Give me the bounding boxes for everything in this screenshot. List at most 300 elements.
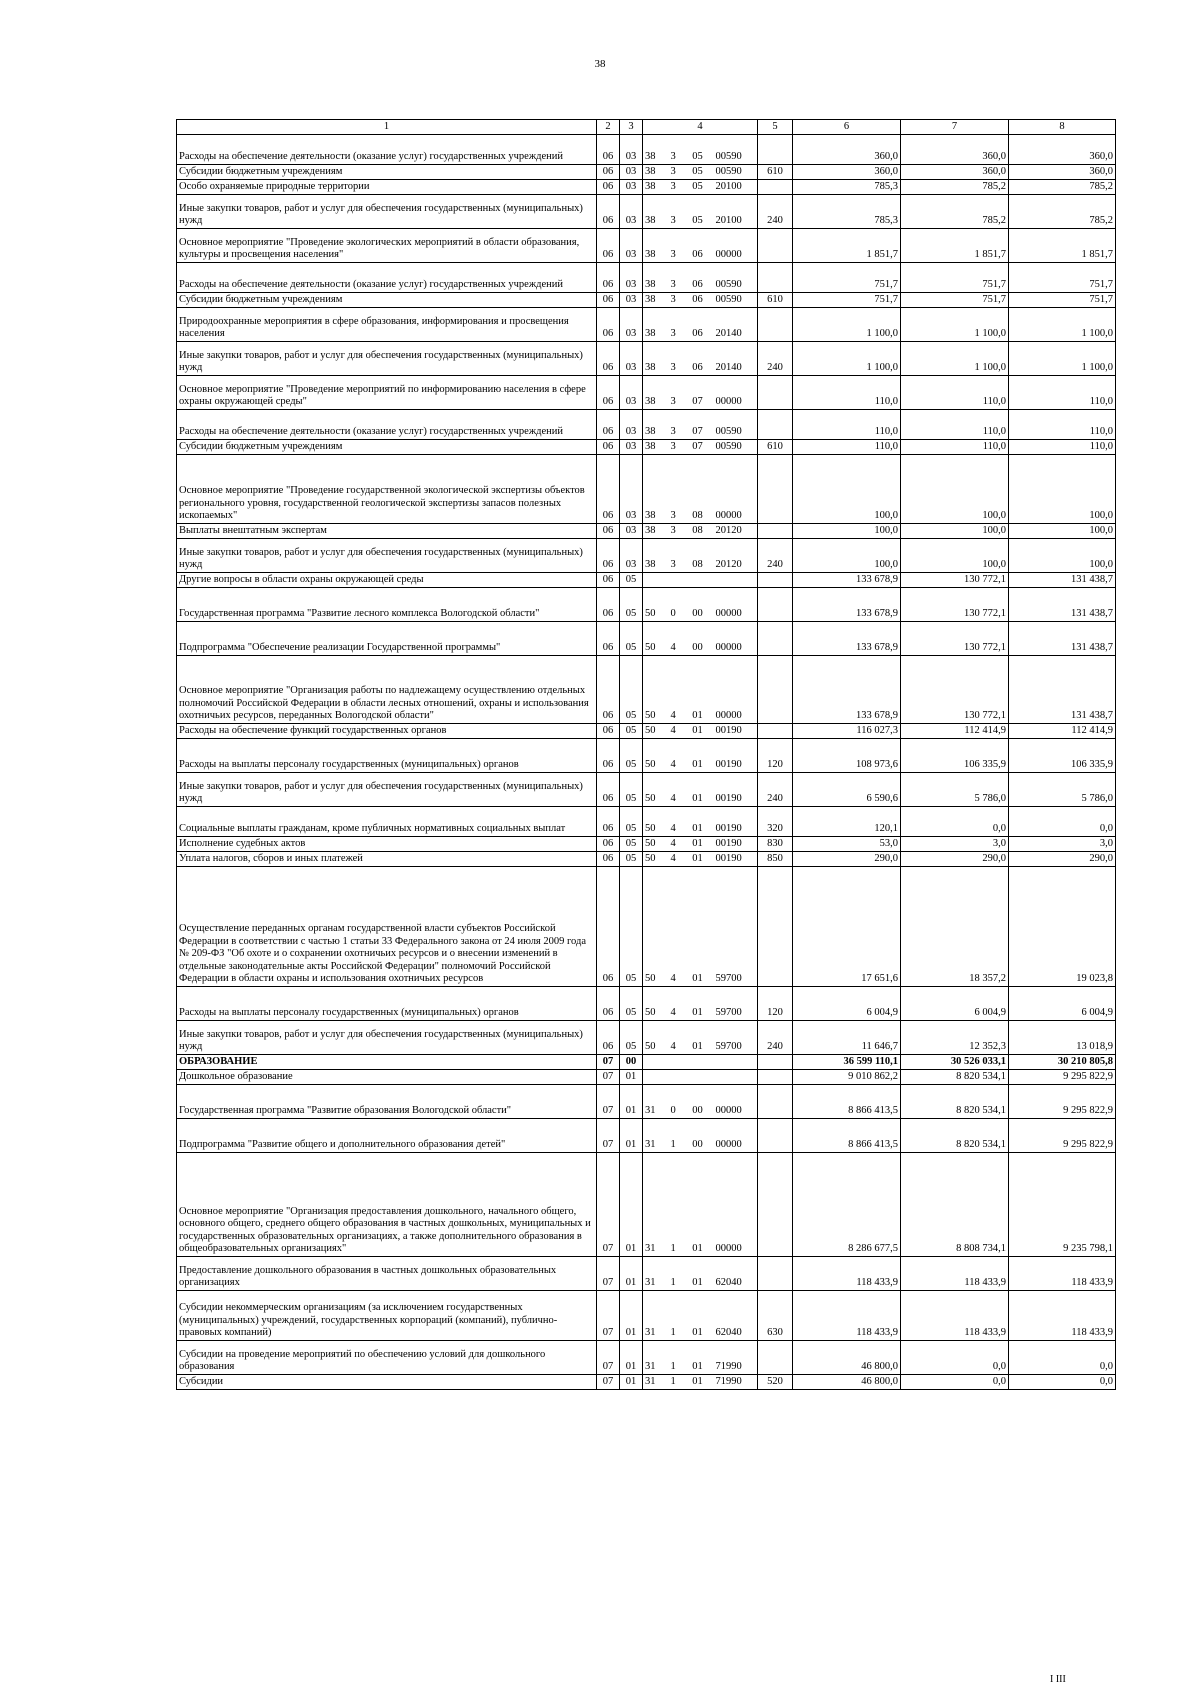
row-year-3: 290,0 [1009,852,1116,867]
row-expense-type [758,1085,793,1119]
row-year-1: 118 433,9 [793,1291,901,1341]
row-year-3: 110,0 [1009,440,1116,455]
table-row [177,622,1116,656]
table-row [177,867,1116,987]
row-podrazdel: 05 [620,573,643,588]
row-year-2: 110,0 [901,440,1009,455]
row-year-3: 751,7 [1009,263,1116,293]
row-year-1: 785,3 [793,180,901,195]
table-row [177,440,1116,455]
row-direction: 59700 [710,867,758,987]
row-subprogram: 1 [669,1153,686,1257]
table-row [177,724,1116,739]
row-year-3: 360,0 [1009,165,1116,180]
row-year-3: 131 438,7 [1009,656,1116,724]
row-razdel: 06 [597,807,620,837]
row-program: 38 [643,165,669,180]
row-subprogram: 3 [669,165,686,180]
row-program: 38 [643,440,669,455]
row-program: 38 [643,376,669,410]
header-col-5: 5 [758,120,793,135]
row-expense-type: 120 [758,987,793,1021]
row-year-3: 0,0 [1009,1341,1116,1375]
row-podrazdel: 05 [620,588,643,622]
row-year-2: 785,2 [901,195,1009,229]
row-direction: 59700 [710,1021,758,1055]
row-expense-type [758,135,793,165]
table-row [177,987,1116,1021]
table-row [177,852,1116,867]
row-program: 50 [643,807,669,837]
row-program: 31 [643,1341,669,1375]
row-year-2: 130 772,1 [901,622,1009,656]
table-row [177,293,1116,308]
table-row [177,410,1116,440]
row-year-2: 130 772,1 [901,588,1009,622]
table-row [177,1341,1116,1375]
row-expense-type [758,1257,793,1291]
row-razdel: 06 [597,410,620,440]
row-razdel: 06 [597,293,620,308]
table-row [177,308,1116,342]
row-event: 01 [686,724,710,739]
row-direction: 62040 [710,1257,758,1291]
row-podrazdel: 03 [620,539,643,573]
row-year-3: 110,0 [1009,376,1116,410]
row-direction: 00000 [710,588,758,622]
row-podrazdel: 03 [620,410,643,440]
row-year-1: 11 646,7 [793,1021,901,1055]
row-podrazdel: 03 [620,308,643,342]
row-year-2: 100,0 [901,455,1009,524]
row-year-2: 100,0 [901,539,1009,573]
row-direction [710,1070,758,1085]
row-expense-type: 630 [758,1291,793,1341]
row-year-1: 100,0 [793,524,901,539]
row-name: Расходы на обеспечение деятельности (оказание услуг) государственных учреждений [177,263,597,293]
row-direction: 71990 [710,1375,758,1390]
row-razdel: 06 [597,588,620,622]
row-program: 50 [643,852,669,867]
row-year-1: 133 678,9 [793,656,901,724]
row-direction: 00590 [710,165,758,180]
row-program: 50 [643,588,669,622]
header-col-8: 8 [1009,120,1116,135]
row-subprogram: 3 [669,342,686,376]
row-year-1: 100,0 [793,539,901,573]
row-event: 08 [686,539,710,573]
row-year-1: 133 678,9 [793,573,901,588]
row-podrazdel: 01 [620,1085,643,1119]
row-year-2: 751,7 [901,293,1009,308]
table-row [177,739,1116,773]
row-event: 01 [686,656,710,724]
row-year-3: 110,0 [1009,410,1116,440]
row-podrazdel: 03 [620,180,643,195]
table-row [177,1119,1116,1153]
row-name: Субсидии на проведение мероприятий по обеспечению условий для дошкольного образования [177,1341,597,1375]
row-program: 38 [643,524,669,539]
row-subprogram: 4 [669,987,686,1021]
row-event: 01 [686,1021,710,1055]
row-direction: 00000 [710,376,758,410]
row-direction [710,573,758,588]
row-event: 06 [686,342,710,376]
row-subprogram: 1 [669,1375,686,1390]
row-direction: 00590 [710,263,758,293]
row-event: 07 [686,410,710,440]
row-razdel: 07 [597,1055,620,1070]
row-event: 01 [686,1257,710,1291]
row-year-2: 290,0 [901,852,1009,867]
table-row [177,1291,1116,1341]
row-expense-type: 610 [758,440,793,455]
row-razdel: 06 [597,440,620,455]
row-razdel: 07 [597,1153,620,1257]
row-expense-type [758,1070,793,1085]
row-year-3: 360,0 [1009,135,1116,165]
row-year-2: 360,0 [901,135,1009,165]
row-year-2: 12 352,3 [901,1021,1009,1055]
row-expense-type [758,308,793,342]
row-name: Расходы на выплаты персоналу государственных (муниципальных) органов [177,987,597,1021]
row-year-2: 8 820 534,1 [901,1119,1009,1153]
row-direction: 20140 [710,308,758,342]
row-event: 01 [686,773,710,807]
table-row [177,588,1116,622]
row-year-1: 360,0 [793,165,901,180]
row-year-3: 751,7 [1009,293,1116,308]
table-row [177,773,1116,807]
row-podrazdel: 05 [620,739,643,773]
row-subprogram: 3 [669,229,686,263]
row-event: 05 [686,165,710,180]
row-podrazdel: 03 [620,263,643,293]
row-year-3: 100,0 [1009,524,1116,539]
row-year-1: 116 027,3 [793,724,901,739]
row-direction: 00000 [710,656,758,724]
row-podrazdel: 03 [620,455,643,524]
row-expense-type: 240 [758,195,793,229]
row-expense-type: 240 [758,773,793,807]
row-name: ОБРАЗОВАНИЕ [177,1055,597,1070]
row-year-2: 8 820 534,1 [901,1070,1009,1085]
row-year-1: 1 851,7 [793,229,901,263]
row-subprogram [669,1055,686,1070]
row-name: Исполнение судебных актов [177,837,597,852]
row-event [686,1070,710,1085]
row-event: 06 [686,308,710,342]
row-event: 01 [686,1291,710,1341]
row-name: Природоохранные мероприятия в сфере образования, информирования и просвещения населения [177,308,597,342]
table-row [177,263,1116,293]
row-name: Уплата налогов, сборов и иных платежей [177,852,597,867]
row-expense-type: 610 [758,293,793,308]
table-body [177,135,1116,1390]
row-year-2: 110,0 [901,410,1009,440]
row-podrazdel: 05 [620,622,643,656]
row-razdel: 07 [597,1085,620,1119]
row-year-2: 112 414,9 [901,724,1009,739]
row-subprogram: 3 [669,524,686,539]
row-year-1: 8 866 413,5 [793,1085,901,1119]
row-name: Расходы на обеспечение функций государственных органов [177,724,597,739]
row-year-1: 751,7 [793,263,901,293]
row-name: Основное мероприятие "Проведение государственной экологической экспертизы объектов регионального уровня, государственной геологической экспертизы запасов полезных ископаемых" [177,455,597,524]
row-year-2: 6 004,9 [901,987,1009,1021]
row-subprogram: 1 [669,1119,686,1153]
row-year-3: 131 438,7 [1009,588,1116,622]
row-year-1: 133 678,9 [793,588,901,622]
row-expense-type [758,1119,793,1153]
row-direction: 71990 [710,1341,758,1375]
row-podrazdel: 03 [620,342,643,376]
table-row [177,1055,1116,1070]
row-program: 38 [643,135,669,165]
row-year-2: 1 100,0 [901,342,1009,376]
row-name: Основное мероприятие "Организация предоставления дошкольного, начального общего, основного общего, среднего общего образования в частных дошкольных, муниципальных и государственных образовательных организациях, а также дополнительного образования в общеобразовательных организациях" [177,1153,597,1257]
table-row [177,229,1116,263]
row-year-2: 751,7 [901,263,1009,293]
row-expense-type: 830 [758,837,793,852]
row-subprogram: 3 [669,410,686,440]
row-year-2: 0,0 [901,1375,1009,1390]
row-direction: 00590 [710,410,758,440]
table-header-row [177,120,1116,135]
row-direction: 20120 [710,524,758,539]
row-direction: 00590 [710,440,758,455]
row-podrazdel: 03 [620,440,643,455]
row-podrazdel: 01 [620,1375,643,1390]
row-direction: 00190 [710,724,758,739]
row-program [643,573,669,588]
row-year-2: 8 808 734,1 [901,1153,1009,1257]
row-name: Основное мероприятие "Организация работы по надлежащему осуществлению отдельных полномочий Российской Федерации в области лесных отношений, охраны и использования охотничьих ресурсов, переданных Вологодской области" [177,656,597,724]
row-year-1: 46 800,0 [793,1341,901,1375]
row-podrazdel: 05 [620,837,643,852]
header-col-6: 6 [793,120,901,135]
row-name: Расходы на обеспечение деятельности (оказание услуг) государственных учреждений [177,135,597,165]
row-name: Иные закупки товаров, работ и услуг для обеспечения государственных (муниципальных) нужд [177,342,597,376]
row-subprogram: 3 [669,376,686,410]
row-podrazdel: 05 [620,867,643,987]
row-event: 07 [686,376,710,410]
row-year-3: 131 438,7 [1009,622,1116,656]
row-name: Подпрограмма "Развитие общего и дополнительного образования детей" [177,1119,597,1153]
table-row [177,1257,1116,1291]
row-expense-type [758,867,793,987]
row-year-3: 100,0 [1009,539,1116,573]
row-year-3: 9 295 822,9 [1009,1070,1116,1085]
row-subprogram: 4 [669,837,686,852]
row-subprogram: 3 [669,440,686,455]
row-program: 50 [643,867,669,987]
row-year-1: 110,0 [793,410,901,440]
row-razdel: 06 [597,135,620,165]
table-row [177,1153,1116,1257]
row-subprogram: 4 [669,1021,686,1055]
row-event: 00 [686,622,710,656]
row-year-3: 9 295 822,9 [1009,1119,1116,1153]
row-year-2: 100,0 [901,524,1009,539]
row-name: Осуществление переданных органам государственной власти субъектов Российской Федерации в соответствии с частью 1 статьи 33 Федерального закона от 24 июля 2009 года № 209-ФЗ "Об охоте и о сохранении охотничьих ресурсов и о внесении изменений в отдельные законодательные акты Российской Федерации" полномочий Российской Федерации в области охраны и использования охотничьих ресурсов [177,867,597,987]
row-event [686,1055,710,1070]
row-year-1: 133 678,9 [793,622,901,656]
row-podrazdel: 05 [620,724,643,739]
row-year-1: 110,0 [793,440,901,455]
row-name: Основное мероприятие "Проведение экологических мероприятий в области образования, культуры и просвещения населения" [177,229,597,263]
row-direction: 00000 [710,229,758,263]
row-year-3: 13 018,9 [1009,1021,1116,1055]
row-expense-type [758,1341,793,1375]
row-razdel: 06 [597,195,620,229]
row-direction: 00000 [710,622,758,656]
row-name: Субсидии бюджетным учреждениям [177,440,597,455]
row-event: 00 [686,588,710,622]
row-podrazdel: 03 [620,376,643,410]
row-event: 01 [686,867,710,987]
row-razdel: 06 [597,455,620,524]
row-name: Социальные выплаты гражданам, кроме публичных нормативных социальных выплат [177,807,597,837]
row-podrazdel: 05 [620,987,643,1021]
row-subprogram [669,1070,686,1085]
row-year-2: 130 772,1 [901,656,1009,724]
row-year-2: 785,2 [901,180,1009,195]
row-year-1: 751,7 [793,293,901,308]
row-event: 01 [686,1153,710,1257]
row-year-1: 100,0 [793,455,901,524]
row-direction: 00000 [710,1119,758,1153]
row-year-1: 120,1 [793,807,901,837]
row-program: 38 [643,539,669,573]
table-row [177,165,1116,180]
row-expense-type [758,724,793,739]
row-event: 01 [686,852,710,867]
header-col-1: 1 [177,120,597,135]
row-expense-type [758,455,793,524]
table-row [177,455,1116,524]
row-podrazdel: 05 [620,656,643,724]
row-expense-type [758,263,793,293]
header-col-3: 3 [620,120,643,135]
row-razdel: 06 [597,573,620,588]
row-year-1: 290,0 [793,852,901,867]
row-razdel: 06 [597,229,620,263]
row-podrazdel: 01 [620,1341,643,1375]
row-event: 06 [686,293,710,308]
row-podrazdel: 01 [620,1070,643,1085]
row-program: 50 [643,837,669,852]
row-subprogram: 4 [669,852,686,867]
row-program: 31 [643,1119,669,1153]
table-row [177,1375,1116,1390]
row-year-1: 785,3 [793,195,901,229]
table-row [177,342,1116,376]
row-event: 01 [686,807,710,837]
row-year-2: 3,0 [901,837,1009,852]
row-razdel: 06 [597,165,620,180]
row-expense-type [758,573,793,588]
row-expense-type [758,1055,793,1070]
row-name: Дошкольное образование [177,1070,597,1085]
table-row [177,573,1116,588]
row-event: 00 [686,1119,710,1153]
row-subprogram: 4 [669,724,686,739]
row-year-1: 8 866 413,5 [793,1119,901,1153]
row-subprogram: 4 [669,656,686,724]
row-program: 31 [643,1257,669,1291]
row-program: 50 [643,656,669,724]
row-event: 08 [686,455,710,524]
row-program: 38 [643,410,669,440]
row-razdel: 07 [597,1291,620,1341]
row-expense-type [758,376,793,410]
row-year-1: 36 599 110,1 [793,1055,901,1070]
row-razdel: 06 [597,837,620,852]
row-program: 38 [643,195,669,229]
row-year-3: 1 851,7 [1009,229,1116,263]
row-podrazdel: 03 [620,195,643,229]
row-year-3: 112 414,9 [1009,724,1116,739]
row-name: Иные закупки товаров, работ и услуг для обеспечения государственных (муниципальных) нужд [177,539,597,573]
row-program: 31 [643,1291,669,1341]
header-col-4: 4 [643,120,758,135]
budget-table [176,119,1116,1390]
row-razdel: 06 [597,867,620,987]
row-razdel: 06 [597,622,620,656]
row-event: 01 [686,987,710,1021]
row-expense-type [758,524,793,539]
row-podrazdel: 05 [620,773,643,807]
row-direction: 20100 [710,180,758,195]
row-expense-type: 850 [758,852,793,867]
row-razdel: 07 [597,1070,620,1085]
row-podrazdel: 03 [620,524,643,539]
row-program: 31 [643,1153,669,1257]
row-direction: 00000 [710,455,758,524]
row-year-2: 118 433,9 [901,1257,1009,1291]
row-subprogram: 3 [669,180,686,195]
row-year-1: 108 973,6 [793,739,901,773]
row-expense-type: 240 [758,539,793,573]
row-name: Субсидии [177,1375,597,1390]
row-direction: 20120 [710,539,758,573]
row-year-2: 0,0 [901,1341,1009,1375]
row-razdel: 06 [597,739,620,773]
row-year-3: 19 023,8 [1009,867,1116,987]
row-name: Субсидии бюджетным учреждениям [177,293,597,308]
table-row [177,656,1116,724]
row-expense-type [758,229,793,263]
row-expense-type [758,410,793,440]
row-year-3: 3,0 [1009,837,1116,852]
row-subprogram: 4 [669,622,686,656]
row-year-1: 17 651,6 [793,867,901,987]
row-name: Иные закупки товаров, работ и услуг для обеспечения государственных (муниципальных) нужд [177,773,597,807]
row-razdel: 07 [597,1119,620,1153]
row-year-2: 8 820 534,1 [901,1085,1009,1119]
row-direction: 20100 [710,195,758,229]
row-razdel: 06 [597,180,620,195]
row-podrazdel: 05 [620,1021,643,1055]
row-year-1: 110,0 [793,376,901,410]
row-year-1: 118 433,9 [793,1257,901,1291]
row-razdel: 06 [597,376,620,410]
row-year-2: 130 772,1 [901,573,1009,588]
row-expense-type: 240 [758,1021,793,1055]
row-podrazdel: 05 [620,807,643,837]
row-year-2: 118 433,9 [901,1291,1009,1341]
